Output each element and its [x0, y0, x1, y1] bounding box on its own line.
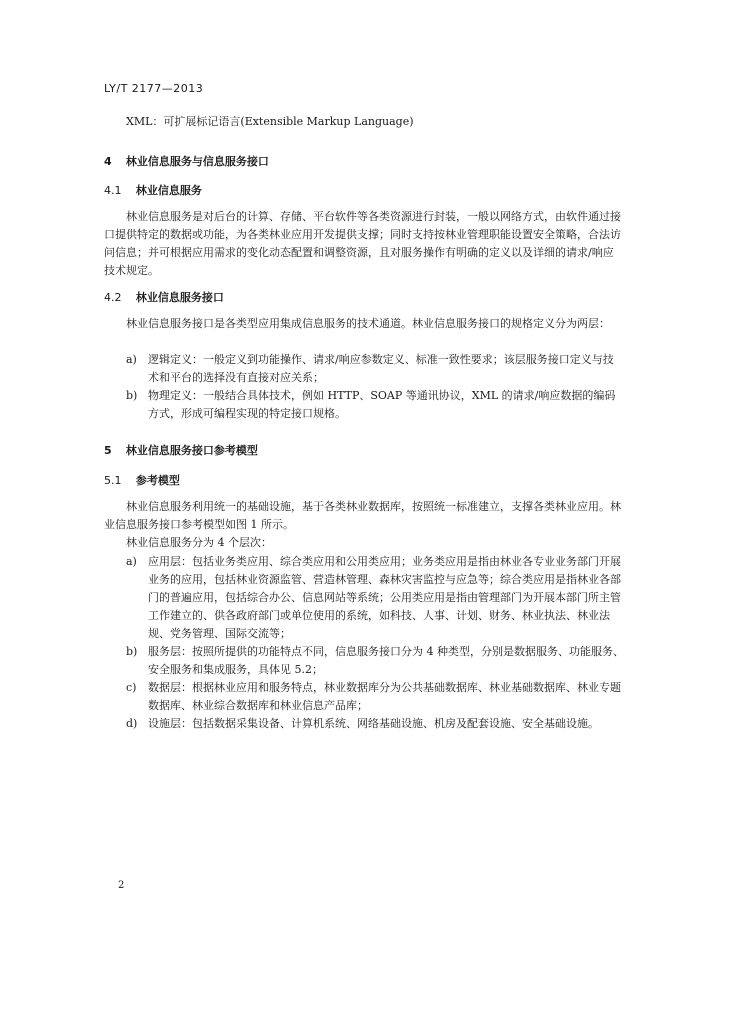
page-number: 2: [118, 880, 125, 891]
section-4-1-paragraph: 林业信息服务是对后台的计算、存储、平台软件等各类资源进行封装，一般以网络方式，由软件通过接口提供特定的数据或功能，为各类林业应用开发提供支撑；同时支持按林业管理职能设置安全策略，合法访问信息；并可根据应用需求的变化动态配置和调整资源，且对服务操作有明确的定义以及详细的请求/响应技术规定。: [104, 210, 621, 277]
section-4-2-heading: [104, 289, 224, 305]
xml-definition: XML：可扩展标记语言(Extensible Markup Language): [126, 115, 414, 128]
section-title: 林业信息服务接口: [135, 291, 224, 304]
section-number: 5.1: [104, 474, 122, 487]
section-5-1-layers-intro: 林业信息服务分为 4 个层次：: [126, 536, 272, 549]
section-4-heading: [104, 153, 269, 169]
list-text: 数据层：根据林业应用和服务特点，林业数据库分为公共基础数据库、林业基础数据库、林业专题数据库、林业综合数据库和林业信息产品库；: [148, 681, 621, 712]
section-5-1-heading: [104, 472, 180, 488]
section-title: 参考模型: [135, 474, 180, 487]
standard-number: LY/T 2177—2013: [104, 82, 204, 95]
section-number: 5: [104, 444, 112, 457]
list-marker: a): [126, 555, 137, 568]
list-item: [104, 715, 624, 733]
section-title: 林业信息服务: [135, 184, 202, 197]
section-number: 4.2: [104, 291, 122, 304]
list-text: 逻辑定义：一般定义到功能操作、请求/响应参数定义、标准一致性要求；该层服务接口定义与技术和平台的选择没有直接对应关系；: [148, 353, 614, 384]
section-title: 林业信息服务与信息服务接口: [125, 155, 269, 168]
section-5-heading: [104, 442, 258, 458]
section-number: 4.1: [104, 184, 122, 197]
section-number: 4: [104, 155, 112, 168]
section-5-1-paragraph: 林业信息服务利用统一的基础设施，基于各类林业数据库，按照统一标准建立，支撑各类林业应用。林业信息服务接口参考模型如图 1 所示。: [104, 500, 621, 531]
list-marker: c): [126, 681, 137, 694]
list-marker: d): [126, 717, 138, 730]
list-marker: a): [126, 353, 137, 366]
list-text: 设施层：包括数据采集设备、计算机系统、网络基础设施、机房及配套设施、安全基础设施。: [148, 717, 599, 730]
list-item: [104, 553, 624, 643]
list-item: [104, 387, 624, 423]
list-item: [104, 643, 624, 679]
list-text: 应用层：包括业务类应用、综合类应用和公用类应用；业务类应用是指由林业各专业业务部门开展业务的应用，包括林业资源监管、营造林管理、森林灾害监控与应急等；综合类应用是指林业各部门的普遍应用，包括综合办公、信息网站等系统；公用类应用是指由管理部门为开展本部门所主管工作建立的、供各政府部门或单位使用的系统，如科技、人事、计划、财务、林业执法、林业法规、党务管理、国际交流等；: [148, 555, 621, 640]
section-title: 林业信息服务接口参考模型: [125, 444, 258, 457]
list-marker: b): [126, 389, 138, 402]
section-4-2-paragraph: 林业信息服务接口是各类型应用集成信息服务的技术通道。林业信息服务接口的规格定义分为两层：: [126, 317, 610, 330]
section-4-1-heading: [104, 182, 202, 198]
list-text: 服务层：按照所提供的功能特点不同，信息服务接口分为 4 种类型，分别是数据服务、功能服务、安全服务和集成服务，具体见 5.2；: [148, 645, 624, 676]
list-item: [104, 679, 624, 715]
list-marker: b): [126, 645, 138, 658]
list-item: [104, 351, 624, 387]
list-text: 物理定义：一般结合具体技术，例如 HTTP、SOAP 等通讯协议，XML 的请求/响应数据的编码方式，形成可编程实现的特定接口规格。: [148, 389, 616, 420]
